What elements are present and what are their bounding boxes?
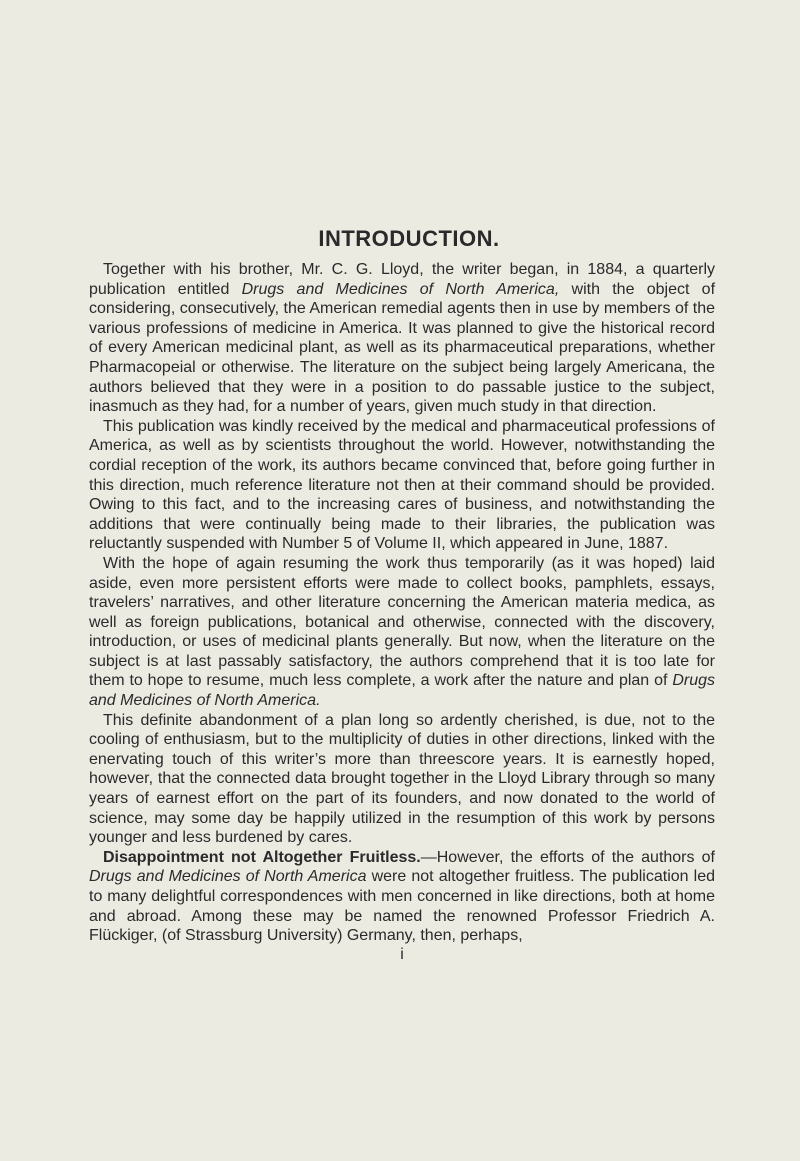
paragraph-4-text: This definite abandonment of a plan long so ardently cherished, is due, not to the cooling of enthusiasm, but to the multiplicity of duties in other directions, linked with the enervating touch of this writer’s more than threescore years. It is earnestly hoped, however, that the connected data brought together in the Lloyd Library through so many years of earnest effort on the part of its founders, and now donated to the world of science, may some day be happily utilized in the resumption of this work by persons younger and less burdened by cares. — [89, 711, 715, 847]
page-title: INTRODUCTION. — [318, 226, 500, 251]
paragraph-1-text-2: with the object of considering, consecutively, the American remedial agents then in use by members of the various professions of medicine in America. It was planned to give the historical record of every American medicinal plant, as well as its pharmaceutical preparations, whether Pharmacopeial or otherwise. The literature on the subject being largely Americana, the authors believed that they were in a position to do passable justice to the subject, inasmuch as they had, for a number of years, given much study in that direction. — [89, 280, 716, 416]
paragraph-3 — [89, 554, 715, 711]
page — [89, 226, 715, 964]
paragraph-3-text: With the hope of again resuming the work thus temporarily (as it was hoped) laid aside, even more persistent efforts were made to collect books, pamphlets, essays, travelers’ narratives, and other literature concerning the American materia medica, as well as foreign publications, botanical and otherwise, connected with the discovery, introduction, or uses of medicinal plants generally. But now, when the literature on the subject is at last passably satisfactory, the authors comprehend that it is too late for them to hope to resume, much less complete, a work after the nature and plan of — [89, 554, 715, 690]
paragraph-2 — [89, 417, 715, 554]
page-number: i — [400, 945, 404, 963]
paragraph-5-text-2: were not altogether fruitless. The publication led to many delightful correspondences with men concerned in like directions, both at home and abroad. Among these may be named the renowned Professor Friedrich A. Flückiger, (of Strassburg University) Germany, then, perhaps, — [89, 868, 716, 945]
paragraph-2-text: This publication was kindly received by the medical and pharmaceutical professions of America, as well as by scientists throughout the world. However, notwithstanding the cordial reception of the work, its authors became convinced that, before going further in this direction, much reference literature not then at their command should be provided. Owing to this fact, and to the increasing cares of business, and notwithstanding the additions that were continually being made to their libraries, the publication was reluctantly suspended with Number 5 of Volume II, which appeared in June, 1887. — [89, 417, 715, 553]
paragraph-1-italic-title: Drugs and Medicines of North America, — [241, 280, 560, 298]
paragraph-1 — [89, 260, 715, 417]
paragraph-5 — [89, 848, 715, 946]
section-heading: Disappointment not Altogether Fruitless. — [103, 848, 421, 866]
paragraph-1-text-1: Together with his brother, Mr. C. G. Lloyd, the writer began, in 1884, a quarterly publication entitled — [89, 261, 715, 298]
paragraph-4 — [89, 711, 715, 848]
paragraph-5-text-1: —However, the efforts of the authors of — [420, 848, 716, 866]
paragraph-3-italic-title: Drugs and Medicines of North America. — [89, 672, 715, 710]
paragraph-5-italic-title: Drugs and Medicines of North America — [89, 868, 367, 886]
